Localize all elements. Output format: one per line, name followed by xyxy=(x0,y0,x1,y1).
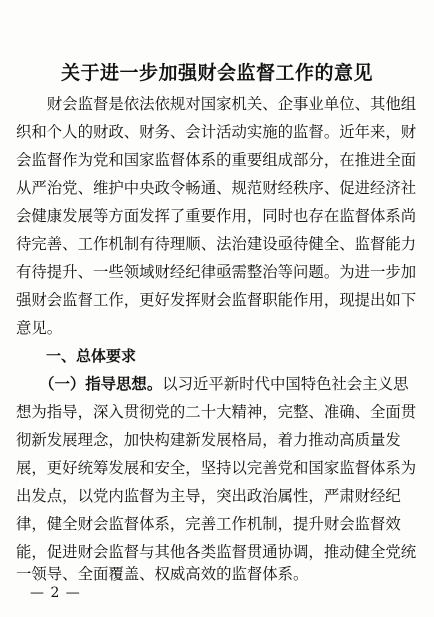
section-heading: 一、总体要求 xyxy=(16,347,137,365)
paragraph-line: 彻新发展理念，加快构建新发展格局，着力推动高质量发 xyxy=(16,431,401,449)
paragraph-line: 织和个人的财政、财务、会计活动实施的监督。近年来，财 xyxy=(16,123,417,141)
paragraph-line: 一领导、全面覆盖、权威高效的监督体系。 xyxy=(16,565,309,583)
page-number: — 2 — xyxy=(30,585,81,601)
paragraph-line: 意见。 xyxy=(16,319,63,337)
paragraph-line: 待完善、工作机制有待理顺、法治建设亟待健全、监督能力 xyxy=(16,235,417,253)
paragraph-line: 强财会监督工作，更好发挥财会监督职能作用，现提出如下 xyxy=(16,291,417,309)
subsection-first-line xyxy=(16,373,408,395)
subsection-text: 以习近平新时代中国特色社会主义思 xyxy=(162,375,409,393)
paragraph-line: 能，促进财会监督与其他各类监督贯通协调，推动健全党统 xyxy=(16,543,417,561)
paragraph-line: 展，更好统筹发展和安全，坚持以完善党和国家监督体系为 xyxy=(16,459,417,477)
paragraph-line: 律，健全财会监督体系，完善工作机制，提升财会监督效 xyxy=(16,515,401,533)
paragraph-line: 想为指导，深入贯彻党的二十大精神，完整、准确、全面贯 xyxy=(16,403,417,421)
paragraph-line: 会监督作为党和国家监督体系的重要组成部分，在推进全面 xyxy=(16,151,417,169)
document-title: 关于进一步加强财会监督工作的意见 xyxy=(60,62,373,84)
paragraph-line: 有待提升、一些领域财经纪律亟需整治等问题。为进一步加 xyxy=(16,263,417,281)
paragraph-line: 从严治党、维护中央政令畅通、规范财经秩序、促进经济社 xyxy=(16,179,417,197)
paragraph-line: 财会监督是依法依规对国家机关、企事业单位、其他组 xyxy=(16,95,417,113)
paragraph-line: 出发点，以党内监督为主导，突出政治属性，严肃财经纪 xyxy=(16,487,401,505)
subsection-label: （一）指导思想。 xyxy=(16,375,163,393)
paragraph-line: 会健康发展等方面发挥了重要作用，同时也存在监督体系尚 xyxy=(16,207,417,225)
